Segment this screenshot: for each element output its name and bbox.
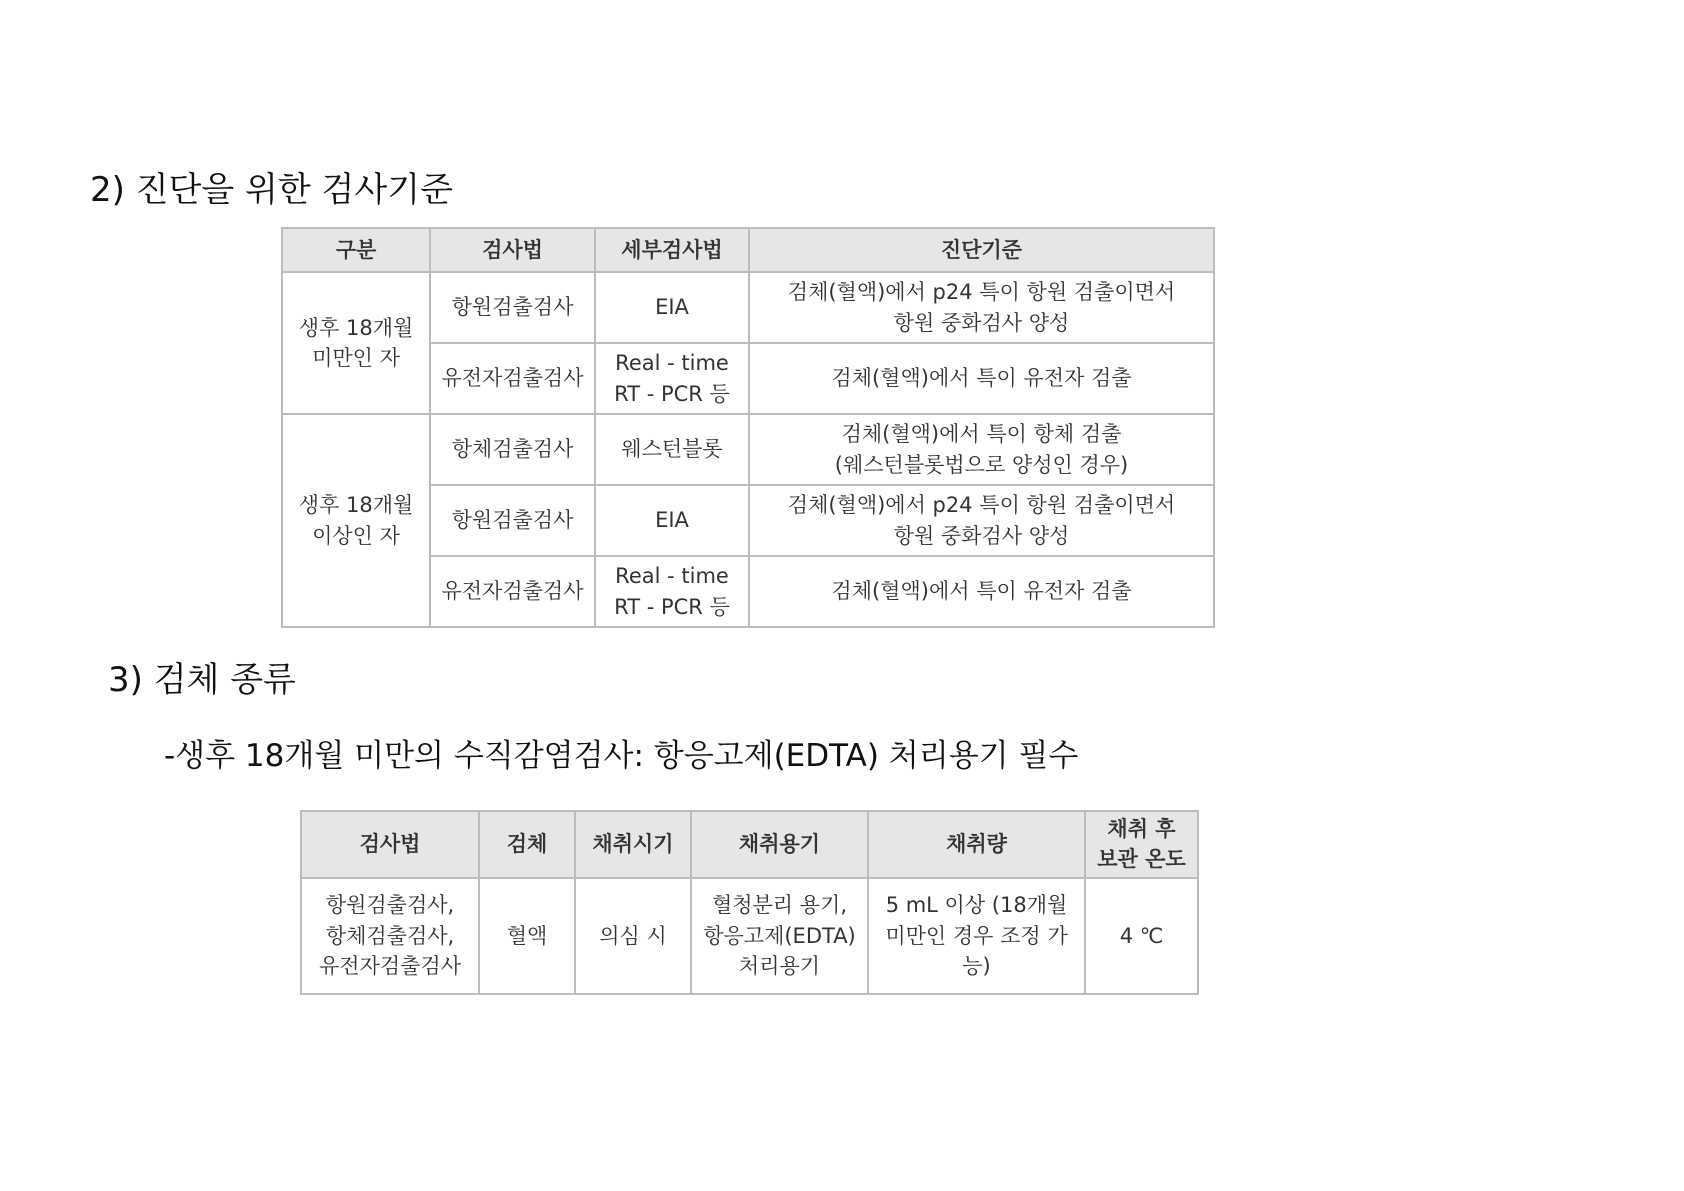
collection-timing-cell: 의심 시 bbox=[575, 878, 691, 994]
header-collection-container: 채취용기 bbox=[691, 811, 868, 878]
header-category: 구분 bbox=[282, 228, 430, 272]
header-diagnostic-criteria: 진단기준 bbox=[749, 228, 1214, 272]
detailed-method-cell: EIA bbox=[595, 485, 749, 556]
collection-volume-cell: 5 mL 이상 (18개월 미만인 경우 조정 가능) bbox=[868, 878, 1085, 994]
header-test-method: 검사법 bbox=[430, 228, 595, 272]
detailed-method-cell: 웨스턴블롯 bbox=[595, 414, 749, 485]
test-method-cell: 유전자검출검사 bbox=[430, 556, 595, 627]
header-test-method: 검사법 bbox=[301, 811, 479, 878]
table-header-row bbox=[301, 811, 1198, 878]
criteria-cell: 검체(혈액)에서 p24 특이 항원 검출이면서 항원 중화검사 양성 bbox=[749, 272, 1214, 343]
header-specimen: 검체 bbox=[479, 811, 575, 878]
header-storage-temperature: 채취 후 보관 온도 bbox=[1085, 811, 1198, 878]
test-method-cell: 유전자검출검사 bbox=[430, 343, 595, 414]
header-collection-timing: 채취시기 bbox=[575, 811, 691, 878]
section-2-title: 2) 진단을 위한 검사기준 bbox=[90, 170, 453, 210]
specimen-type-table bbox=[300, 810, 1199, 995]
criteria-cell: 검체(혈액)에서 특이 유전자 검출 bbox=[749, 343, 1214, 414]
test-method-cell: 항원검출검사 bbox=[430, 272, 595, 343]
detailed-method-cell: Real - time RT - PCR 등 bbox=[595, 556, 749, 627]
specimen-cell: 혈액 bbox=[479, 878, 575, 994]
header-collection-volume: 채취량 bbox=[868, 811, 1085, 878]
test-method-cell: 항원검출검사, 항체검출검사, 유전자검출검사 bbox=[301, 878, 479, 994]
table-row bbox=[282, 414, 1214, 485]
detailed-method-cell: Real - time RT - PCR 등 bbox=[595, 343, 749, 414]
diagnostic-criteria-table bbox=[281, 227, 1215, 628]
vertical-infection-note: -생후 18개월 미만의 수직감염검사: 항응고제(EDTA) 처리용기 필수 bbox=[164, 738, 1079, 774]
criteria-cell: 검체(혈액)에서 특이 유전자 검출 bbox=[749, 556, 1214, 627]
section-3-title: 3) 검체 종류 bbox=[108, 660, 296, 700]
table-row bbox=[301, 878, 1198, 994]
criteria-cell: 검체(혈액)에서 p24 특이 항원 검출이면서 항원 중화검사 양성 bbox=[749, 485, 1214, 556]
table-row bbox=[282, 272, 1214, 343]
test-method-cell: 항원검출검사 bbox=[430, 485, 595, 556]
group-label-over-18m: 생후 18개월 이상인 자 bbox=[282, 414, 430, 627]
collection-container-cell: 혈청분리 용기, 항응고제(EDTA) 처리용기 bbox=[691, 878, 868, 994]
test-method-cell: 항체검출검사 bbox=[430, 414, 595, 485]
header-detailed-method: 세부검사법 bbox=[595, 228, 749, 272]
table-header-row bbox=[282, 228, 1214, 272]
group-label-under-18m: 생후 18개월 미만인 자 bbox=[282, 272, 430, 414]
storage-temperature-cell: 4 ℃ bbox=[1085, 878, 1198, 994]
detailed-method-cell: EIA bbox=[595, 272, 749, 343]
criteria-cell: 검체(혈액)에서 특이 항체 검출 (웨스턴블롯법으로 양성인 경우) bbox=[749, 414, 1214, 485]
